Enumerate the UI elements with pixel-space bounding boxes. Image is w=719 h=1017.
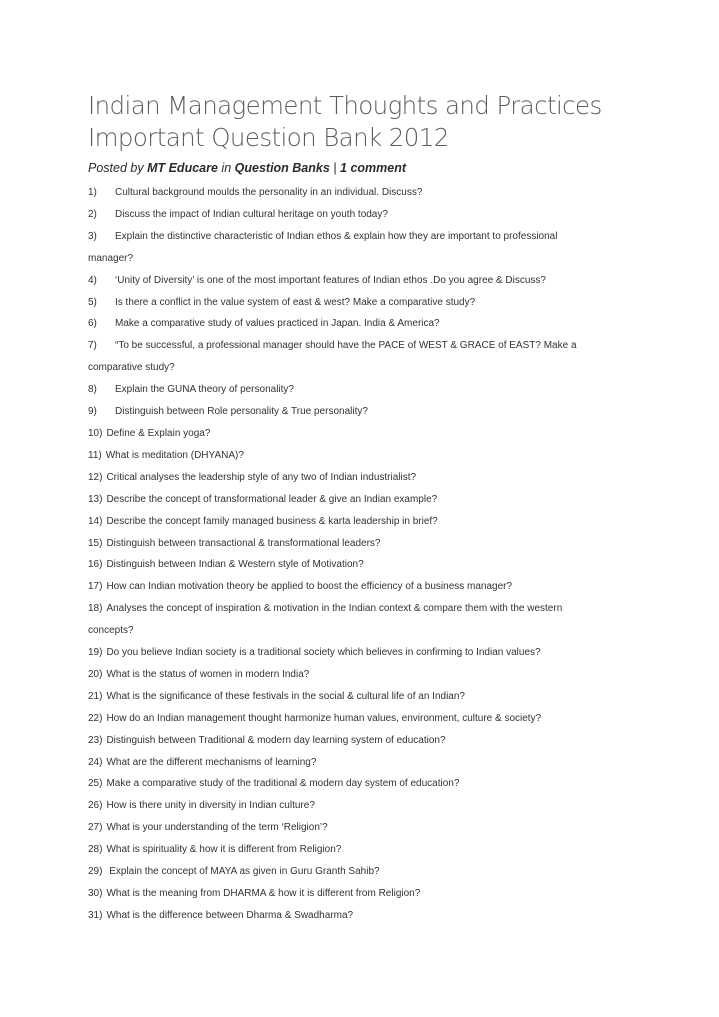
question-item bbox=[88, 423, 688, 445]
question-item bbox=[88, 773, 688, 795]
question-number: 11) bbox=[88, 449, 102, 461]
question-number: 25) bbox=[88, 778, 103, 790]
question-number: 18) bbox=[88, 603, 103, 615]
document-page bbox=[88, 90, 688, 927]
question-number: 28) bbox=[88, 844, 103, 856]
question-item bbox=[88, 204, 688, 226]
author-link[interactable]: MT Educare bbox=[147, 161, 218, 175]
question-text: “To be successful, a professional manager should have the PACE of WEST & GRACE of EAST? Make a bbox=[115, 340, 577, 352]
question-item bbox=[88, 664, 688, 686]
question-item bbox=[88, 335, 688, 357]
question-text: What is spirituality & how it is different from Religion? bbox=[106, 844, 342, 856]
question-text: What is the meaning from DHARMA & how it is different from Religion? bbox=[106, 888, 421, 899]
question-item bbox=[88, 554, 688, 576]
question-number: 17) bbox=[88, 581, 103, 593]
post-meta bbox=[88, 159, 688, 177]
question-number: 22) bbox=[88, 712, 103, 724]
question-item bbox=[88, 883, 688, 905]
question-number: 1) bbox=[88, 187, 97, 198]
question-text: Explain the GUNA theory of personality? bbox=[115, 384, 294, 396]
question-item bbox=[88, 226, 688, 248]
page-title: Indian Management Thoughts and Practices Important Question Bank 2012 bbox=[88, 91, 602, 152]
question-number: 12) bbox=[88, 471, 103, 483]
question-item bbox=[88, 686, 688, 708]
question-item bbox=[88, 708, 688, 730]
question-number: 21) bbox=[88, 690, 103, 702]
question-number: 16) bbox=[88, 559, 103, 571]
question-number: 8) bbox=[88, 384, 97, 396]
question-item bbox=[88, 642, 688, 664]
question-continuation: manager? bbox=[88, 252, 134, 264]
question-item bbox=[88, 489, 688, 511]
question-item bbox=[88, 533, 688, 555]
question-item bbox=[88, 313, 688, 335]
question-text: Do you believe Indian society is a traditional society which believes in confirming to Indian values? bbox=[106, 647, 541, 659]
question-text: What is the status of women in modern India? bbox=[106, 668, 310, 680]
question-item bbox=[88, 839, 688, 861]
question-number: 23) bbox=[88, 734, 103, 746]
question-item bbox=[88, 861, 688, 883]
question-number: 10) bbox=[88, 427, 103, 439]
question-number: 2) bbox=[88, 208, 97, 220]
question-text: What are the different mechanisms of learning? bbox=[106, 756, 317, 768]
question-text: ‘Unity of Diversity’ is one of the most important features of Indian ethos .Do you agree & Discuss? bbox=[115, 274, 546, 286]
question-text: How can Indian motivation theory be applied to boost the efficiency of a business manager? bbox=[106, 581, 513, 593]
question-text: Analyses the concept of inspiration & motivation in the Indian context & compare them with the western bbox=[106, 603, 563, 615]
question-number: 13) bbox=[88, 493, 103, 505]
question-number: 26) bbox=[88, 800, 103, 812]
posted-by-label: Posted by bbox=[88, 161, 144, 175]
question-text: Cultural background moulds the personality in an individual. Discuss? bbox=[115, 187, 423, 198]
question-text: Make a comparative study of the traditional & modern day system of education? bbox=[106, 778, 460, 790]
question-number: 15) bbox=[88, 537, 103, 549]
question-continuation: concepts? bbox=[88, 625, 134, 637]
question-text: Distinguish between Indian & Western style of Motivation? bbox=[106, 559, 364, 571]
question-item bbox=[88, 730, 688, 752]
question-item bbox=[88, 379, 688, 401]
question-item bbox=[88, 905, 688, 927]
question-item bbox=[88, 598, 688, 620]
question-text: How do an Indian management thought harmonize human values, environment, culture & society? bbox=[106, 712, 542, 724]
question-text: Make a comparative study of values practiced in Japan. India & America? bbox=[115, 318, 440, 330]
question-text: Distinguish between Traditional & modern day learning system of education? bbox=[106, 734, 446, 746]
question-number: 4) bbox=[88, 274, 97, 286]
question-number: 27) bbox=[88, 822, 103, 834]
question-item bbox=[88, 292, 688, 314]
question-item bbox=[88, 467, 688, 489]
question-text: What is the significance of these festivals in the social & cultural life of an Indian? bbox=[106, 690, 465, 702]
question-number: 5) bbox=[88, 296, 97, 308]
question-item bbox=[88, 576, 688, 598]
question-number: 14) bbox=[88, 515, 103, 527]
question-item bbox=[88, 270, 688, 292]
question-text: Distinguish between Role personality & True personality? bbox=[115, 406, 368, 418]
question-number: 20) bbox=[88, 668, 103, 680]
question-number: 19) bbox=[88, 647, 103, 659]
question-item bbox=[88, 752, 688, 774]
question-text: What is your understanding of the term ‘Religion’? bbox=[106, 822, 328, 834]
question-text: Distinguish between transactional & transformational leaders? bbox=[106, 537, 381, 549]
meta-separator: | bbox=[333, 161, 337, 175]
question-number: 31) bbox=[88, 909, 103, 921]
question-text: Explain the concept of MAYA as given in Guru Granth Sahib? bbox=[106, 866, 380, 878]
question-number: 7) bbox=[88, 340, 97, 352]
category-link[interactable]: Question Banks bbox=[234, 161, 330, 175]
question-number: 30) bbox=[88, 888, 103, 899]
question-text: Discuss the impact of Indian cultural heritage on youth today? bbox=[115, 208, 388, 220]
question-text: Describe the concept of transformational leader & give an Indian example? bbox=[106, 493, 438, 505]
question-item bbox=[88, 817, 688, 839]
question-text: Is there a conflict in the value system of east & west? Make a comparative study? bbox=[115, 296, 476, 308]
question-item bbox=[88, 795, 688, 817]
comments-link[interactable]: 1 comment bbox=[340, 161, 407, 175]
question-text: What is the difference between Dharma & Swadharma? bbox=[106, 909, 354, 921]
question-text: What is meditation (DHYANA)? bbox=[105, 449, 244, 461]
question-text: Explain the distinctive characteristic of Indian ethos & explain how they are important to professional bbox=[115, 230, 558, 242]
question-number: 24) bbox=[88, 756, 103, 768]
question-continuation: comparative study? bbox=[88, 362, 175, 374]
question-item bbox=[88, 445, 688, 467]
question-number: 9) bbox=[88, 406, 97, 418]
question-text: How is there unity in diversity in Indian culture? bbox=[106, 800, 315, 812]
question-number: 29) bbox=[88, 866, 103, 878]
question-item bbox=[88, 511, 688, 533]
question-number: 6) bbox=[88, 318, 97, 330]
question-list bbox=[88, 182, 688, 927]
question-item bbox=[88, 401, 688, 423]
question-text: Describe the concept family managed business & karta leadership in brief? bbox=[106, 515, 438, 527]
question-item bbox=[88, 182, 688, 204]
question-text: Define & Explain yoga? bbox=[106, 427, 211, 439]
question-number: 3) bbox=[88, 230, 97, 242]
question-text: Critical analyses the leadership style of any two of Indian industrialist? bbox=[106, 471, 417, 483]
in-label: in bbox=[221, 161, 232, 175]
